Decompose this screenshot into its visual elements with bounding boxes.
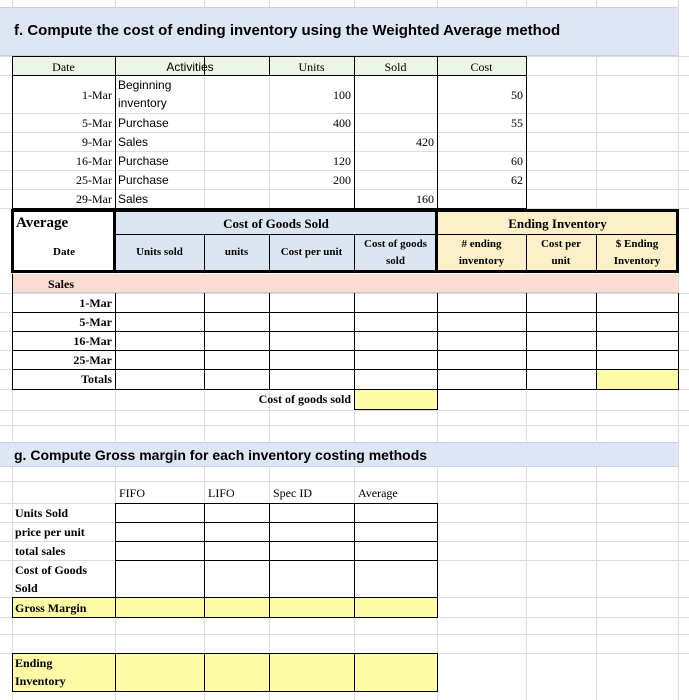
col-ending-cost-per-unit: Cost per — [540, 238, 582, 250]
row-date: 1-Mar — [82, 88, 112, 102]
col-header-sold: Sold — [384, 60, 407, 74]
row-units: 100 — [333, 88, 351, 102]
row-date: 25-Mar — [76, 173, 112, 187]
row-cost: 60 — [511, 154, 523, 168]
row-date: 5-Mar — [82, 116, 112, 130]
row-units: 200 — [333, 173, 351, 187]
row-activity: Beginning — [118, 78, 172, 92]
row-total-sales: total sales — [15, 544, 66, 558]
row-units: 120 — [333, 154, 351, 168]
ending-inventory-row — [12, 654, 437, 692]
col-cogs: sold — [386, 255, 405, 267]
average-row-date: 16-Mar — [73, 334, 112, 348]
sales-label: Sales — [48, 277, 75, 291]
row-cost: 62 — [511, 173, 523, 187]
average-row-date: 25-Mar — [73, 353, 112, 367]
average-row-date: 1-Mar — [79, 296, 112, 310]
col-date: Date — [53, 246, 75, 258]
row-cost-of-goods-sold: Sold — [15, 581, 38, 595]
row-activity: Purchase — [118, 173, 169, 187]
col-header-units: Units — [298, 60, 325, 74]
row-price-per-unit: price per unit — [15, 525, 85, 539]
cogs-total-label: Cost of goods sold — [258, 392, 351, 406]
ending-inventory-header: Ending Inventory — [508, 216, 607, 231]
row-activity: Sales — [118, 135, 149, 149]
row-ending-inventory: Inventory — [15, 674, 66, 688]
col-ending-units: # ending — [461, 238, 502, 250]
sales-row-band — [12, 274, 678, 293]
method-average: Average — [358, 486, 398, 500]
method-lifo: LIFO — [208, 486, 235, 500]
ending-inventory-total-input[interactable] — [597, 370, 678, 389]
row-date: 9-Mar — [82, 135, 112, 149]
col-ending-dollars: $ Ending — [615, 238, 659, 250]
section-f-title: f. Compute the cost of ending inventory using the Weighted Average method — [14, 22, 561, 39]
row-ending-inventory: Ending — [15, 656, 53, 670]
col-cost-per-unit: Cost per unit — [280, 246, 343, 258]
average-row-date: 5-Mar — [79, 315, 112, 329]
average-table-title: Average — [16, 215, 69, 231]
col-cogs: Cost of goods — [364, 238, 427, 250]
row-sold: 160 — [416, 192, 434, 206]
col-units-sold: Units sold — [136, 246, 183, 258]
cogs-header: Cost of Goods Sold — [223, 216, 329, 231]
row-activity: Purchase — [118, 154, 169, 168]
method-spec-id: Spec ID — [273, 486, 312, 500]
col-ending-dollars: Inventory — [613, 255, 661, 267]
col-units: units — [224, 246, 249, 258]
col-header-cost: Cost — [470, 60, 493, 74]
row-units: 400 — [333, 116, 351, 130]
col-ending-cost-per-unit: unit — [551, 255, 571, 267]
row-activity: inventory — [118, 96, 167, 110]
row-activity: Sales — [118, 192, 149, 206]
totals-label: Totals — [81, 372, 112, 386]
cogs-total-input[interactable] — [354, 389, 438, 410]
col-header-date: Date — [52, 60, 75, 74]
row-sold: 420 — [416, 135, 434, 149]
col-header-activities: Activities — [166, 60, 214, 74]
row-date: 29-Mar — [76, 192, 112, 206]
row-date: 16-Mar — [76, 154, 112, 168]
row-units-sold: Units Sold — [15, 506, 69, 520]
row-cost-of-goods-sold: Cost of Goods — [15, 563, 88, 577]
col-ending-units: inventory — [458, 255, 505, 267]
row-gross-margin: Gross Margin — [15, 601, 87, 615]
row-cost: 50 — [511, 88, 523, 102]
method-fifo: FIFO — [119, 486, 146, 500]
section-g-title: g. Compute Gross margin for each inventory costing methods — [14, 447, 428, 463]
row-cost: 55 — [511, 116, 523, 130]
row-activity: Purchase — [118, 116, 169, 130]
